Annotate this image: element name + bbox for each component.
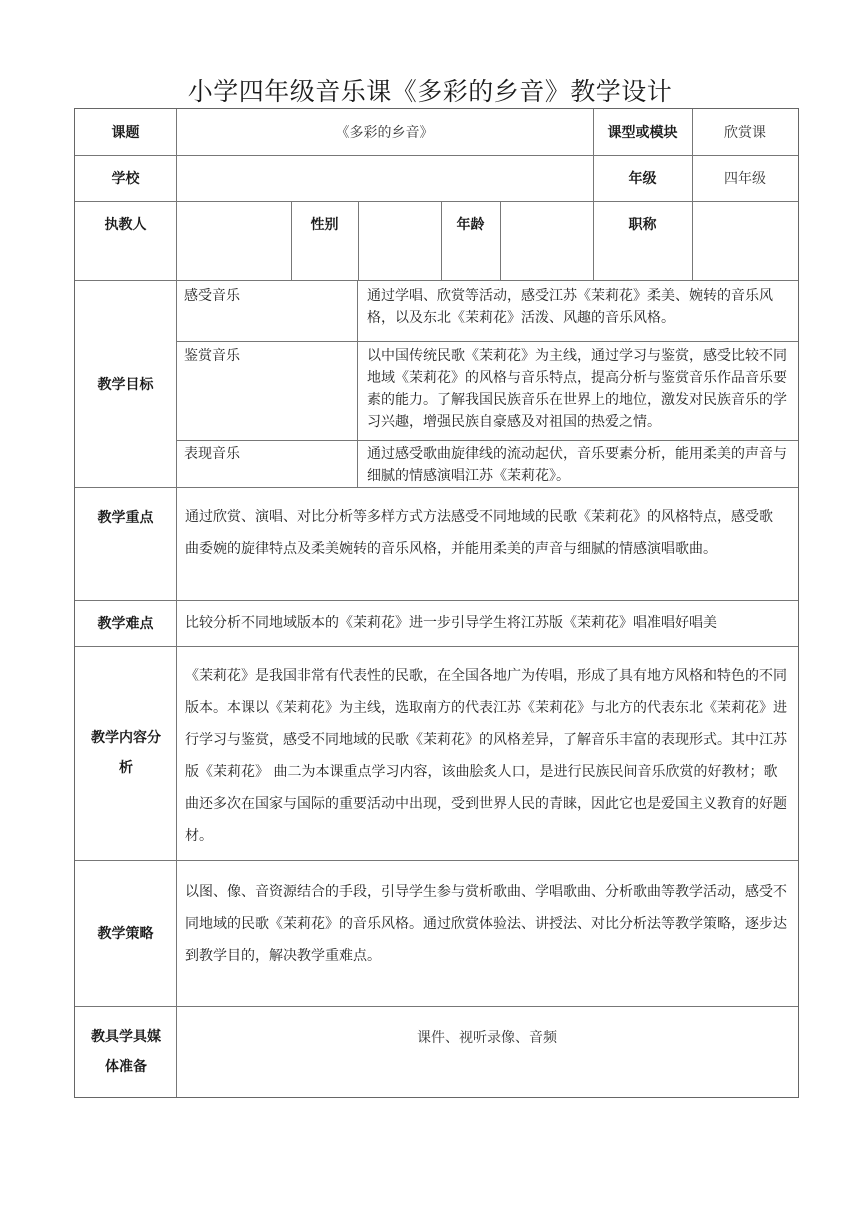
difficulties-label: 教学难点 bbox=[97, 616, 154, 632]
objective-name: 表现音乐 bbox=[184, 446, 240, 462]
topic-label: 课题 bbox=[111, 125, 140, 141]
gender-label: 性别 bbox=[310, 217, 339, 233]
media-label: 教具学具媒体准备 bbox=[91, 1028, 161, 1075]
objectives-label: 教学目标 bbox=[97, 376, 154, 393]
objective-name: 鉴赏音乐 bbox=[184, 348, 240, 364]
grade-label: 年级 bbox=[628, 171, 657, 187]
lesson-plan-table bbox=[74, 108, 799, 1098]
media-text: 课件、视听录像、音频 bbox=[417, 1030, 557, 1046]
title-rank-label: 职称 bbox=[628, 217, 657, 233]
lesson-type-value: 欣赏课 bbox=[724, 125, 766, 141]
grade-value: 四年级 bbox=[724, 171, 766, 187]
key-points-label: 教学重点 bbox=[97, 510, 154, 526]
objective-name: 感受音乐 bbox=[184, 288, 240, 304]
objective-text: 通过感受歌曲旋律线的流动起伏，音乐要素分析，能用柔美的声音与细腻的情感演唱江苏《茉莉花》。 bbox=[367, 446, 787, 484]
topic-value: 《多彩的乡音》 bbox=[335, 125, 434, 141]
age-label: 年龄 bbox=[456, 217, 485, 233]
objective-text: 以中国传统民歌《茉莉花》为主线，通过学习与鉴赏，感受比较不同地域《茉莉花》的风格与音乐特点，提高分析与鉴赏音乐作品音乐要素的能力。了解我国民族音乐在世界上的地位，激发对民族音乐的学习兴趣，增强民族自豪感及对祖国的热爱之情。 bbox=[367, 348, 787, 430]
strategy-label: 教学策略 bbox=[97, 926, 154, 942]
key-points-text: 通过欣赏、演唱、对比分析等多样方式方法感受不同地域的民歌《茉莉花》的风格特点，感受歌曲委婉的旋律特点及柔美婉转的音乐风格，并能用柔美的声音与细腻的情感演唱歌曲。 bbox=[185, 509, 773, 557]
lesson-type-label: 课型或模块 bbox=[607, 125, 678, 141]
school-label: 学校 bbox=[111, 171, 140, 187]
content-analysis-text: 《茉莉花》是我国非常有代表性的民歌，在全国各地广为传唱，形成了具有地方风格和特色的不同版本。本课以《茉莉花》为主线，选取南方的代表江苏《茉莉花》与北方的代表东北《茉莉花》进行学习与鉴赏，感受不同地域的民歌《茉莉花》的风格差异，了解音乐丰富的表现形式。其中江苏版《茉莉花》 曲二为本课重点学习内容，该曲脍炙人口，是进行民族民间音乐欣赏的好教材；歌曲还多次在国家与国际的重要活动中出现，受到世界人民的青睐，因此它也是爱国主义教育的好题材。 bbox=[185, 668, 787, 844]
school-value bbox=[176, 155, 593, 201]
content-analysis-label: 教学内容分析 bbox=[91, 730, 161, 776]
document-title: 小学四年级音乐课《多彩的乡音》教学设计 bbox=[187, 77, 673, 106]
difficulties-text: 比较分析不同地域版本的《茉莉花》进一步引导学生将江苏版《茉莉花》唱准唱好唱美 bbox=[185, 615, 717, 631]
strategy-text: 以图、像、音资源结合的手段，引导学生参与赏析歌曲、学唱歌曲、分析歌曲等教学活动，感受不同地域的民歌《茉莉花》的音乐风格。通过欣赏体验法、讲授法、对比分析法等教学策略，逐步达到教学目的，解决教学重难点。 bbox=[185, 884, 787, 964]
teacher-label: 执教人 bbox=[104, 217, 147, 233]
objective-text: 通过学唱、欣赏等活动，感受江苏《茉莉花》柔美、婉转的音乐风格，以及东北《茉莉花》活泼、风趣的音乐风格。 bbox=[367, 288, 773, 326]
